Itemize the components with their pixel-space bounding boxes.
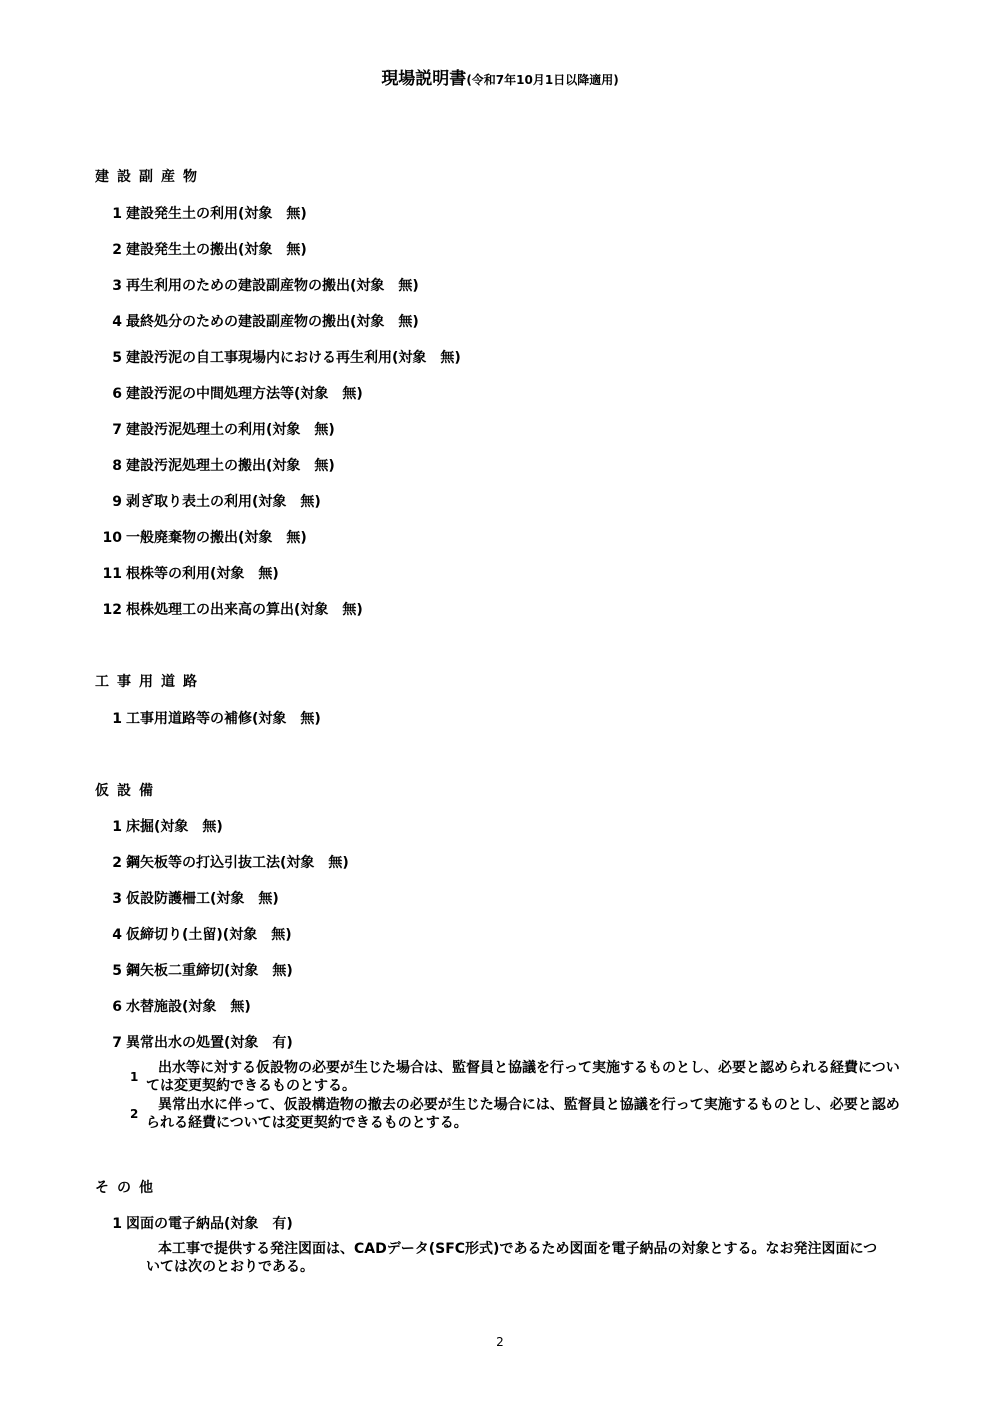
list-item <box>100 960 293 980</box>
note-number: 1 <box>130 1070 139 1084</box>
list-item <box>100 239 307 259</box>
item-text: 剥ぎ取り表土の利用(対象 無) <box>126 494 321 510</box>
item-number: 1 <box>112 206 122 222</box>
section-heading: その他 <box>95 1180 161 1196</box>
item-text: 根株等の利用(対象 無) <box>126 566 279 582</box>
item-text: 根株処理工の出来高の算出(対象 無) <box>126 602 363 618</box>
item-number: 5 <box>112 963 122 979</box>
list-item <box>100 203 307 223</box>
item-text: 仮締切り(土留)(対象 無) <box>126 927 292 943</box>
item-number: 2 <box>112 855 122 871</box>
list-item <box>100 491 321 511</box>
item-text: 建設汚泥の自工事現場内における再生利用(対象 無) <box>126 350 461 366</box>
list-item <box>100 455 335 475</box>
list-item <box>100 852 349 872</box>
item-text: 仮設防護柵工(対象 無) <box>126 891 279 907</box>
list-item <box>100 1032 293 1052</box>
item-number: 4 <box>112 314 122 330</box>
item-text: 工事用道路等の補修(対象 無) <box>126 711 321 727</box>
item-text: 建設発生土の搬出(対象 無) <box>126 242 307 258</box>
item-number: 1 <box>112 819 122 835</box>
page-title <box>0 64 1000 89</box>
item-number: 2 <box>112 242 122 258</box>
note-text: 異常出水に伴って、仮設構造物の撤去の必要が生じた場合には、監督員と協議を行って実施するものとし、必要と認められる経費については変更契約できるものとする。 <box>146 1097 900 1131</box>
item-number: 11 <box>102 566 122 582</box>
list-item <box>100 563 279 583</box>
list-item <box>100 816 223 836</box>
list-item <box>100 1213 293 1233</box>
list-item <box>100 275 419 295</box>
item-text: 床掘(対象 無) <box>126 819 223 835</box>
section-heading: 工事用道路 <box>95 674 205 690</box>
item-text: 再生利用のための建設副産物の搬出(対象 無) <box>126 278 419 294</box>
list-item <box>100 708 321 728</box>
list-item <box>100 419 335 439</box>
list-item <box>100 599 363 619</box>
title-main: 現場説明書 <box>381 69 467 89</box>
list-item <box>100 347 461 367</box>
item-text: 異常出水の処置(対象 有) <box>126 1035 293 1051</box>
item-number: 3 <box>112 891 122 907</box>
item-text: 鋼矢板等の打込引抜工法(対象 無) <box>126 855 349 871</box>
item-number: 6 <box>112 386 122 402</box>
item-text: 鋼矢板二重締切(対象 無) <box>126 963 293 979</box>
title-sub: (令和7年10月1日以降適用) <box>466 73 619 87</box>
item-number: 3 <box>112 278 122 294</box>
item-number: 6 <box>112 999 122 1015</box>
item-text: 図面の電子納品(対象 有) <box>126 1216 293 1232</box>
list-item <box>100 527 307 547</box>
page-number: 2 <box>496 1335 504 1349</box>
item-text: 最終処分のための建設副産物の搬出(対象 無) <box>126 314 419 330</box>
list-item <box>100 924 292 944</box>
item-number: 1 <box>112 1216 122 1232</box>
item-number: 8 <box>112 458 122 474</box>
item-text: 建設汚泥の中間処理方法等(対象 無) <box>126 386 363 402</box>
item-number: 7 <box>112 1035 122 1051</box>
item-number: 5 <box>112 350 122 366</box>
item-text: 一般廃棄物の搬出(対象 無) <box>126 530 307 546</box>
list-item <box>100 996 251 1016</box>
note-text: 出水等に対する仮設物の必要が生じた場合は、監督員と協議を行って実施するものとし、必要と認められる経費については変更契約できるものとする。 <box>146 1060 900 1094</box>
list-item <box>100 311 419 331</box>
item-text: 建設汚泥処理土の搬出(対象 無) <box>126 458 335 474</box>
item-number: 12 <box>102 602 122 618</box>
item-number: 4 <box>112 927 122 943</box>
item-number: 10 <box>102 530 122 546</box>
item-text: 水替施設(対象 無) <box>126 999 251 1015</box>
section-heading: 建設副産物 <box>95 169 205 185</box>
list-item <box>100 888 279 908</box>
item-text: 建設発生土の利用(対象 無) <box>126 206 307 222</box>
note-number: 2 <box>130 1107 139 1121</box>
section-heading: 仮設備 <box>95 783 161 799</box>
paragraph: 本工事で提供する発注図面は、CADデータ(SFC形式)であるため図面を電子納品の対象とする。なお発注図面については次のとおりである。 <box>146 1241 878 1275</box>
item-number: 7 <box>112 422 122 438</box>
item-number: 1 <box>112 711 122 727</box>
item-text: 建設汚泥処理土の利用(対象 無) <box>126 422 335 438</box>
item-number: 9 <box>112 494 122 510</box>
list-item <box>100 383 363 403</box>
